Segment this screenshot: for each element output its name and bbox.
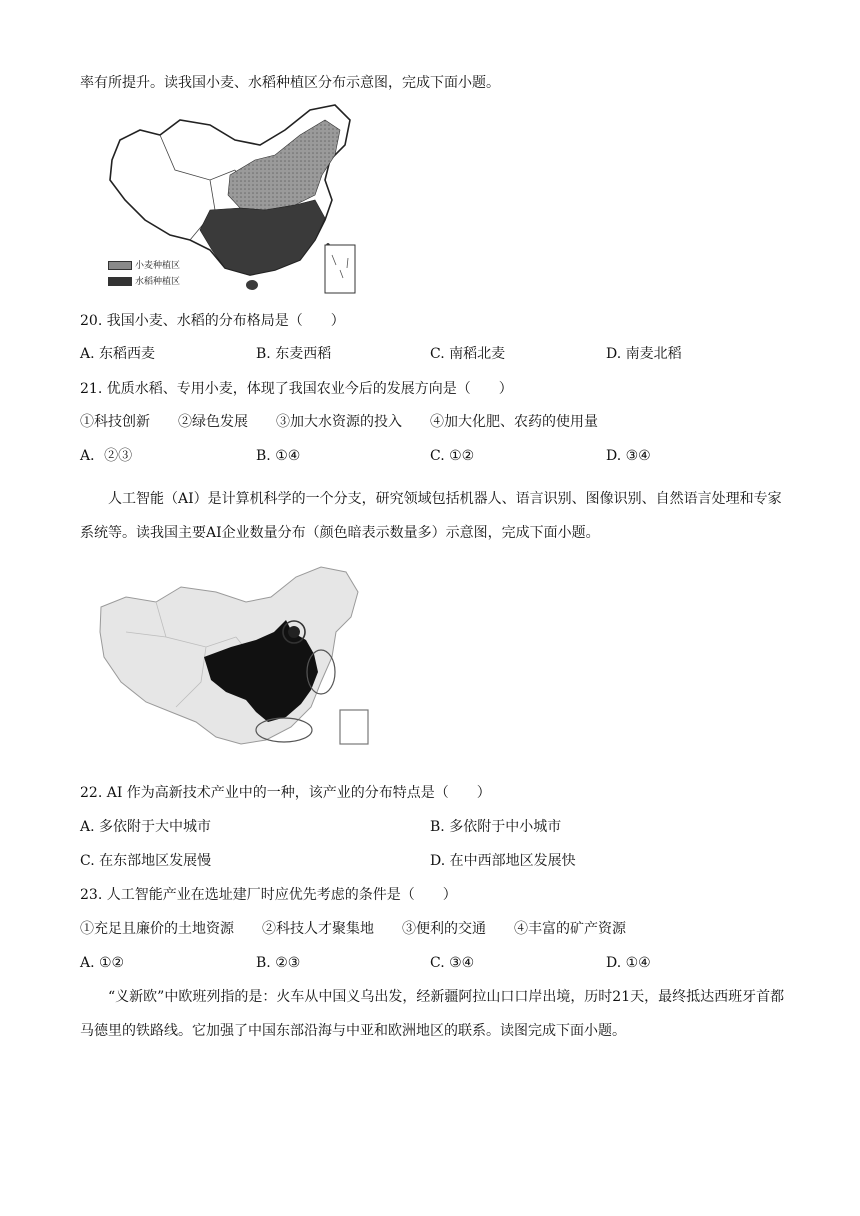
- q22-option-b[interactable]: B. 多依附于中小城市: [430, 819, 562, 835]
- q21-option-a[interactable]: A．②③: [80, 448, 133, 464]
- q21-option-d[interactable]: D. ③④: [606, 448, 651, 464]
- q23-option-a[interactable]: A. ①②: [80, 955, 125, 971]
- q23-option-c[interactable]: C. ③④: [430, 955, 475, 971]
- wheat-swatch: [108, 261, 132, 270]
- ai-enterprise-map: [96, 562, 376, 752]
- q23-items: ①充足且廉价的土地资源 ②科技人才聚集地 ③便利的交通 ④丰富的矿产资源: [80, 921, 626, 937]
- yixinou-paragraph: “义新欧”中欧班列指的是：火车从中国义乌出发，经新疆阿拉山口口岸出境，历时21天，最终抵达西班牙首都马德里的铁路线。它加强了中国东部沿海与中亚和欧洲地区的联系。读图完成下面小题。: [80, 989, 785, 1039]
- legend-wheat: [108, 258, 180, 271]
- legend-wheat-label: 小麦种植区: [135, 261, 181, 271]
- q21-option-c[interactable]: C. ①②: [430, 448, 475, 464]
- legend-rice: [108, 274, 180, 287]
- q21-stem: 21. 优质水稻、专用小麦，体现了我国农业今后的发展方向是（ ）: [80, 381, 513, 397]
- q23-option-b[interactable]: B. ②③: [256, 955, 301, 971]
- q22-stem: 22. AI 作为高新技术产业中的一种，该产业的分布特点是（ ）: [80, 785, 491, 801]
- wheat-rice-map: [100, 100, 362, 300]
- q23-option-d[interactable]: D. ①④: [606, 955, 651, 971]
- q22-option-a[interactable]: A. 多依附于大中城市: [80, 819, 212, 835]
- intro-text: 率有所提升。读我国小麦、水稻种植区分布示意图，完成下面小题。: [80, 75, 500, 91]
- q20-option-d[interactable]: D. 南麦北稻: [606, 346, 682, 362]
- q23-stem: 23. 人工智能产业在选址建厂时应优先考虑的条件是（ ）: [80, 887, 457, 903]
- q20-stem: 20. 我国小麦、水稻的分布格局是（ ）: [80, 313, 345, 329]
- ai-intro-paragraph: 人工智能（AI）是计算机科学的一个分支，研究领域包括机器人、语言识别、图像识别、自然语言处理和专家系统等。读我国主要AI企业数量分布（颜色暗表示数量多）示意图，完成下面小题。: [80, 491, 782, 541]
- q20-option-b[interactable]: B. 东麦西稻: [256, 346, 332, 362]
- q21-option-b[interactable]: B. ①④: [256, 448, 301, 464]
- rice-swatch: [108, 277, 132, 286]
- legend-rice-label: 水稻种植区: [135, 277, 181, 287]
- q21-items: ①科技创新 ②绿色发展 ③加大水资源的投入 ④加大化肥、农药的使用量: [80, 414, 598, 430]
- q20-option-c[interactable]: C. 南稻北麦: [430, 346, 506, 362]
- q22-option-d[interactable]: D. 在中西部地区发展快: [430, 853, 576, 869]
- q20-option-a[interactable]: A. 东稻西麦: [80, 346, 156, 362]
- q22-option-c[interactable]: C. 在东部地区发展慢: [80, 853, 212, 869]
- china-map-ai-distribution: [96, 562, 376, 752]
